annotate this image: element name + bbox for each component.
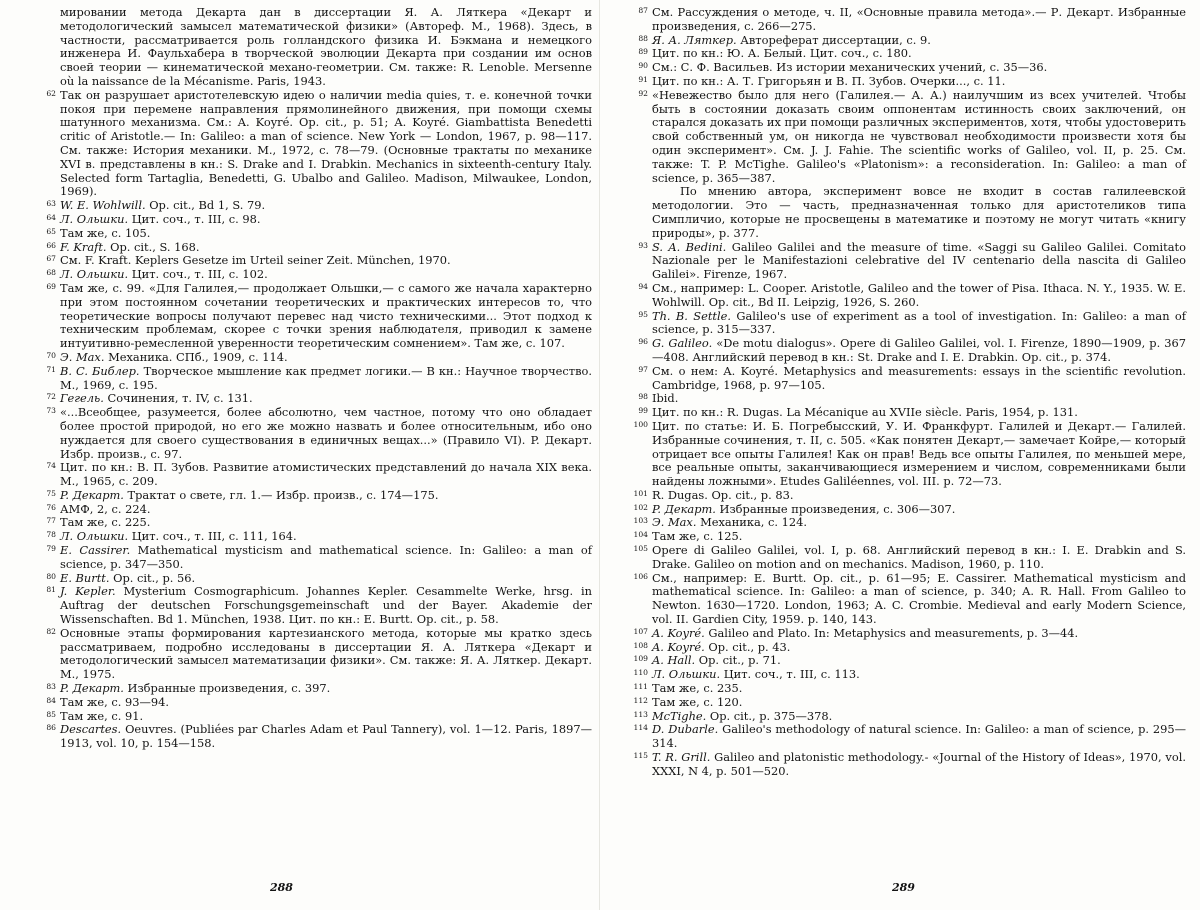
footnote-author: Э. Мах. [652,515,697,530]
page-number-right: 289 [892,881,915,894]
footnote-text: Сочинения, т. IV, с. 131. [107,391,253,406]
footnote [46,267,592,282]
footnotes-left [46,5,593,751]
footnote-text: Основные этапы формирования картезианского метода, которые мы кратко здесь рассматриваем, подробно исследованы в диссертации Я. А. Ляткера «Декарт и методологический замысел математизации физики». См. также: Я. А. Ляткер. Декарт. М., 1975. [60,625,592,682]
footnote-number: 90 [638,61,648,71]
footnote [46,501,592,517]
footnote-author: P. Декарт. [652,501,716,516]
footnote [633,570,1186,627]
footnote-text: См. о нем: A. Koyré. Metaphysics and measurements: essays in the scientific revolution. Cambridge, 1968, p. 97—105. [652,363,1186,392]
footnote-number: 80 [46,571,56,581]
footnote-author: Э. Мах. [60,349,105,364]
footnote-text: Там же, с. 93—94. [60,694,169,709]
footnote [46,198,592,213]
footnote [633,653,1186,668]
footnote-number: 103 [633,516,648,526]
footnote-number: 83 [46,682,56,692]
footnote-text: Там же, с. 99. «Для Галилея,— продолжает Ольшки,— с самого же начала характерно при этом постоянном сочетании теоретических и практических интересов то, что теоретические вопросы получают перевес над чисто техническими... Этот подход к техническим проблемам, скорее с точки зрения наблюдателя, приводил к замене интуитивно-ремесленной уверенности теоретическим сомнением». Там же, с. 107. [60,280,592,351]
footnote-number: 110 [633,668,648,678]
footnote-author: Л. Ольшки. [652,667,721,682]
footnote-number: 98 [638,392,648,402]
page-number-left: 288 [270,881,293,894]
footnote-text: мировании метода Декарта дан в диссертации Я. А. Ляткера «Декарт и методологический замысел математической физики» (Автореф. М., 1968). Здесь, в частности, рассматривается роль голландского физика И. Бэкмана и немецкого инженера И. Фаульхабера в творческой эволюции Декарта при создании им основ своей теории — кинематической механо-геометрии. См. также: R. Lenoble. Mersenne où la naissance de la Mécanisme. Paris, 1943. [60,5,592,88]
footnote-number: 92 [638,88,648,98]
footnote-number: 100 [633,419,648,429]
footnote-author: Л. Ольшки. [60,211,129,226]
footnote [638,5,1186,34]
footnote [633,708,1186,724]
footnote-author: McTighe. [652,708,707,723]
footnote-number: 82 [46,626,56,636]
footnote-text: Цит. по кн.: В. П. Зубов. Развитие атомистических представлений до начала XIX века. М., 1965, с. 209. [60,460,592,489]
footnote-number: 107 [633,626,648,636]
footnote-author: G. Galileo. [652,336,713,351]
footnote-number: 97 [638,364,648,374]
footnote [638,60,1186,75]
footnote [638,363,1186,393]
footnote-text: Творческое мышление как предмет логики.— В кн.: Научное творчество. М., 1969, с. 195. [60,363,592,392]
footnote-text: Там же, с. 120. [652,694,743,709]
footnote-author: Descartes. [60,722,122,737]
footnote-number: 75 [46,488,56,498]
footnote [46,681,592,696]
footnote-number: 86 [46,723,56,733]
footnote [46,349,592,365]
footnote [633,543,1186,572]
footnote [633,625,1186,641]
footnote-text: «...Всеобщее, разумеется, более абсолютно, чем частное, потому что оно обладает более простой природой, но его же можно назвать и более относительным, ибо оно нуждается для своего существования в единичных вещах...» (Правило VI). P. Декарт. Избр. произв., с. 97. [60,405,592,461]
footnote [46,487,592,503]
footnote-author: T. R. Grill. [652,750,711,765]
footnote-text: Op. cit., S. 168. [110,239,200,254]
footnote [46,87,592,199]
footnote-number: 94 [638,281,648,291]
footnote-text: Mysterium Cosmographicum. Johannes Kepler. Cesammelte Werke, hrsg. in Auftrag der deutschen Forschungsgemeinschaft und der Bayer. Akademie der Wissenschaften. Bd 1. München, 1938. Цит. по кн.: E. Burtt. Op. cit., p. 58. [60,584,593,627]
footnote-author: E. Burtt. [60,570,110,585]
footnote-number: 84 [46,695,56,705]
footnote-author: P. Декарт. [60,681,124,696]
footnote-text: Цит. соч., т. III, с. 111, 164. [131,529,297,544]
footnote [60,6,592,89]
footnote [633,515,1186,530]
footnote [46,529,592,544]
footnote-number: 76 [46,502,56,512]
footnote-text: Там же, с. 91. [60,708,144,723]
footnote [46,708,592,724]
footnote-text: Цит. соч., т. III, с. 102. [131,267,268,282]
footnote [46,211,592,227]
footnote [633,418,1186,489]
footnote [633,722,1187,751]
footnote-number: 101 [633,488,648,498]
footnote-text: Автореферат диссертации, с. 9. [740,32,931,47]
footnote-text: Mathematical mysticism and mathematical science. In: Galileo: a man of science, p. 347—350. [60,543,592,571]
footnote-number: 71 [46,364,56,374]
footnote [46,625,592,682]
footnote-number: 77 [46,516,56,526]
footnote-text: Там же, с. 235. [652,681,743,696]
footnote-author: Гегель. [60,391,104,406]
footnote-number: 68 [46,268,56,278]
footnote-author: Л. Ольшки. [60,529,129,544]
footnote-author: P. Декарт. [60,487,124,502]
footnote-author: W. E. Wohlwill. [60,198,146,213]
footnote [633,487,1186,503]
footnote-number: 105 [633,544,648,554]
footnote [46,543,592,572]
footnote-number: 70 [46,350,56,360]
footnote-author: A. Koyré. [652,625,705,640]
footnote-text: Op. cit., Bd 1, S. 79. [149,198,266,213]
footnote-number: 109 [633,654,648,664]
footnote [638,73,1186,89]
footnote-number: 69 [46,281,56,291]
footnote-text: Op. cit., p. 43. [708,639,791,654]
footnote-number: 115 [633,751,648,761]
footnote [633,681,1186,696]
footnotes-right [633,5,1187,779]
footnote-author: B. C. Библер. [60,363,140,378]
footnote-author: D. Dubarle. [652,722,719,737]
footnote [633,750,1186,779]
footnote-text: Galileo Galilei and the measure of time. «Saggi su Galileo Galilei. Comitato Nazionale per le Manifestazioni celebrative del IV centenario della nascita di Galileo Galilei». Firenze, 1967. [652,239,1186,282]
footnote-text: Механика, с. 124. [700,515,808,530]
footnote-number: 104 [633,530,648,540]
footnote-text: Цит. по кн.: А. Т. Григорьян и В. П. Зубов. Очерки..., с. 11. [652,73,1006,88]
footnote [46,280,592,351]
footnote-number: 73 [46,406,56,416]
footnote-text: Galileo's methodology of natural science. In: Galileo: a man of science, p. 295—314. [652,722,1187,751]
footnote-number: 112 [633,695,648,705]
footnote-number: 102 [633,502,648,512]
footnote-number: 96 [638,337,648,347]
footnote-number: 106 [633,571,648,581]
footnote [46,391,592,406]
right-page [600,0,1200,910]
footnote [46,722,592,751]
footnote [638,280,1186,310]
footnote-text: Там же, с. 125. [652,529,743,544]
footnote-text: См., например: E. Burtt. Op. cit., p. 61—95; E. Cassirer. Mathematical mysticism and mathematical science. In: Galileo: a man of science, p. 340; A. R. Hall. From Galileo to Newton. 1630—1720. London, 1963; A. C. Crombie. Medieval and early Modern Science, vol. II. Gardien City, 1959. p. 140, 143. [652,570,1186,627]
footnote [633,694,1186,710]
footnote-number: 93 [638,240,648,250]
footnote-number: 108 [633,640,648,650]
footnote-author: Л. Ольшки. [60,267,129,282]
footnote-text: См., например: L. Cooper. Aristotle, Galileo and the tower of Pisa. Ithaca. N. Y., 1935. W. E. Wohlwill. Op. cit., Bd II. Leipzig, 1926, S. 260. [652,280,1186,309]
footnote [46,225,592,241]
footnote [633,529,1186,544]
footnote-text: Цит. соч., т. III, с. 98. [131,211,261,226]
footnote-author: J. Kepler. [60,584,116,599]
footnote [46,405,592,461]
footnote-text: Galileo and platonistic methodology.- «Journal of the History of Ideas», 1970, vol. XXXI, N 4, p. 501—520. [652,750,1186,778]
footnote-number: 85 [46,709,56,719]
footnote-text: Opere di Galileo Galilei, vol. I, p. 68. Английский перевод в кн.: I. E. Drabkin and S. Drake. Galileo on motion and on mechanics. Madison, 1960, p. 110. [652,543,1186,571]
footnote-text: R. Dugas. Op. cit., p. 83. [652,487,794,502]
footnote-number: 79 [46,544,56,554]
footnote [638,391,1186,406]
footnote-text: АМФ, 2, с. 224. [60,501,151,516]
footnote [638,239,1186,282]
footnote-text: Так он разрушает аристотелевскую идею о наличии media quies, т. е. конечной точки покоя при перемене направления прямолинейного движения, при помощи схемы шатунного механизма. См.: A. Koyré. Op. cit., p. 51; A. Koyré. Giambattista Benedetti critic of Aristotle.— In: Galileo: a man of science. New York — London, 1967, p. 98—117. См. также: История механики. М., 1972, с. 78—79. (Основные трактаты по механике XVI в. представлены в кн.: S. Drake and I. Drabkin. Mechanics in sixteenth-century Italy. Selected form Tartaglia, Benedetti, G. Ubalbo and Galileo. Madison, Milwaukee, London, 1969). [60,87,592,199]
footnote-text: См.: С. Ф. Васильев. Из истории механических учений, с. 35—36. [652,60,1048,75]
footnote-number: 62 [46,88,56,98]
footnote-text: См. F. Kraft. Keplers Gesetze im Urteil seiner Zeit. München, 1970. [60,253,451,268]
footnote [46,570,592,586]
footnote-text: Цит. соч., т. III, с. 113. [723,667,860,682]
footnote-number: 111 [633,682,648,692]
footnote-number: 65 [46,226,56,236]
footnote-number: 88 [638,33,648,43]
footnote-author: A. Hall. [652,653,696,668]
footnote-text: См. Рассуждения о методе, ч. II, «Основные правила метода».— Р. Декарт. Избранные произведения, с. 266—275. [652,5,1186,33]
footnote-text: Там же, с. 105. [60,225,151,240]
footnote [46,253,592,268]
footnote [638,405,1186,420]
footnote-number: 95 [638,309,648,319]
footnote-text: Galileo and Plato. In: Metaphysics and measurements, p. 3—44. [708,625,1079,640]
footnote-text: Цит. по статье: И. Б. Погребысский, У. И. Франкфурт. Галилей и Декарт.— Галилей. Избранные сочинения, т. II, с. 505. «Как понятен Декарт,— замечает Койре,— который отрицает все опыты Галилея! Как он прав! Ведь все опыты Галилея, по меньшей мере, все реальные опыты, заканчивающиеся измерением и числом, современниками были найдены ложными». Etudes Galiléennes, vol. III. p. 72—73. [652,418,1186,489]
footnote [638,87,1186,186]
footnote-text: По мнению автора, эксперимент вовсе не входит в состав галилеевской методологии. Это — часть, предназначенная только для аристотеликов типа Симпличио, которые не просвещены в математике и поэтому не могут читать «книгу природы», р. 377. [652,184,1186,240]
footnote-text: Цит. по кн.: Ю. А. Белый. Цит. соч., с. 180. [652,46,912,61]
footnote [633,501,1186,517]
footnote-text: Избранные произведения, с. 306—307. [719,501,956,516]
footnote-text: Цит. по кн.: R. Dugas. La Mécanique au XVIIe siècle. Paris, 1954, p. 131. [652,405,1078,420]
footnote-number: 72 [46,392,56,402]
footnote-text: Трактат о свете, гл. 1.— Избр. произв., с. 174—175. [127,487,439,502]
footnote-text: Op. cit., p. 56. [113,570,196,585]
footnote-text: Op. cit., p. 71. [698,653,781,668]
footnote-text: Ibid. [652,391,679,406]
footnote-number: 87 [638,6,648,15]
footnote-number: 64 [46,212,56,222]
footnote [633,667,1186,682]
footnote-number: 63 [46,199,56,209]
footnote-author: S. A. Bedini. [652,239,727,254]
footnote [46,460,592,489]
footnote-number: 74 [46,461,56,471]
footnote-text: Op. cit., p. 375—378. [709,708,833,723]
footnote [638,32,1186,48]
footnote [46,363,592,393]
footnote [633,639,1186,655]
footnote-number: 114 [633,723,648,733]
footnote-number: 81 [46,585,56,595]
footnote-author: Я. А. Ляткер. [652,32,737,47]
footnote [638,308,1186,338]
footnote [46,584,593,627]
footnote-number: 113 [633,709,648,719]
footnote-author: Th. B. Settle. [652,308,732,323]
footnote-text: Galileo's use of experiment as a tool of investigation. In: Galileo: a man of science, p. 315—337. [652,308,1186,337]
footnote [638,46,1186,61]
footnote-text: Oeuvres. (Publiées par Charles Adam et Paul Tannery), vol. 1—12. Paris, 1897—1913, vol. 10, p. 154—158. [60,722,592,751]
footnote-author: E. Cassirer. [60,543,131,558]
footnote-number: 99 [638,406,648,416]
footnote-number: 66 [46,240,56,250]
footnote [46,515,592,530]
footnote-author: F. Kraft. [60,239,107,254]
footnote [638,336,1186,365]
footnote-text: Там же, с. 225. [60,515,151,530]
footnote-number: 91 [638,74,648,84]
footnote-author: A. Koyré. [652,639,705,654]
footnote-text: «De motu dialogus». Opere di Galileo Galilei, vol. I. Firenze, 1890—1909, p. 367—408. Английский перевод в кн.: St. Drake and I. E. Drabkin. Op. cit., p. 374. [652,336,1186,364]
footnote-paragraph [652,185,1186,240]
footnote [46,694,592,710]
footnote-number: 89 [638,47,648,57]
footnote [46,239,592,255]
footnote-number: 67 [46,254,56,264]
footnote-text: «Невежество было для него (Галилея.— А. А.) наилучшим из всех учителей. Чтобы быть в состоянии доказать своим оппонентам истинность своих заключений, он старался доказать их при помощи различных экспериментов, хотя, чтобы удостоверить свой собственный ум, он никогда не чувствовал необходимости произвести хотя бы один эксперимент». См. J. J. Fahie. The scientific works of Galileo, vol. II, p. 25. См. также: T. P. McTighe. Galileo's «Platonism»: a reconsideration. In: Galileo: a man of science, p. 365—387. [652,87,1186,185]
footnote-text: Избранные произведения, с. 397. [127,681,331,696]
footnote-number: 78 [46,530,56,540]
footnote-text: Механика. СПб., 1909, с. 114. [108,349,288,364]
